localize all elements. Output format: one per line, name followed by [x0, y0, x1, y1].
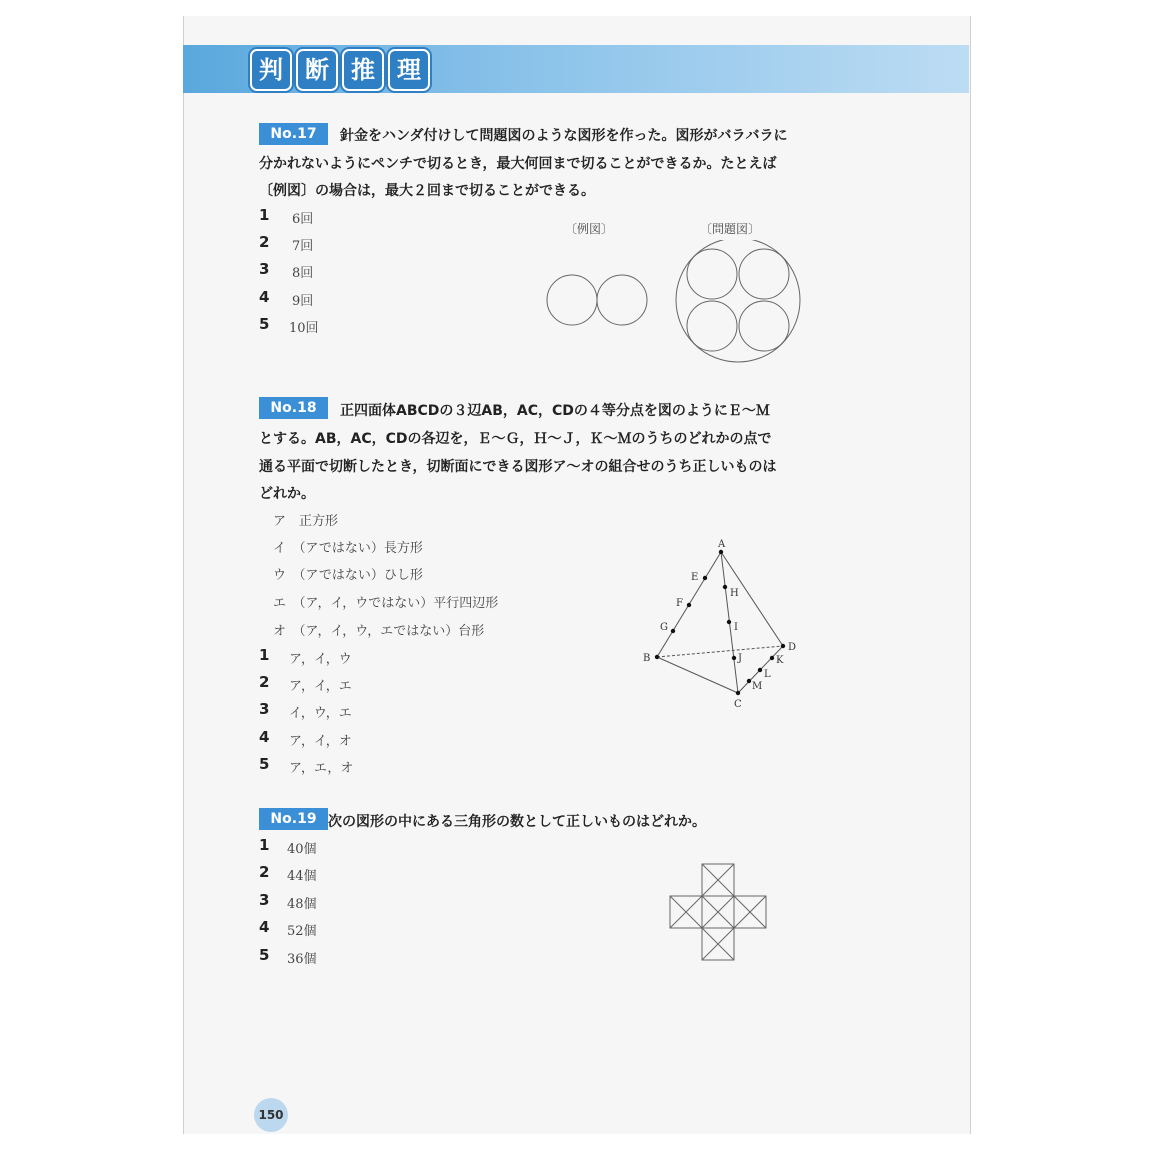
q19-option-num: 4 — [259, 918, 270, 936]
q18-item: イ （アではない）長方形 — [273, 541, 423, 556]
q17-option-num: 4 — [259, 288, 270, 306]
q19-option-text: 44個 — [287, 869, 317, 884]
q19-line: 次の図形の中にある三角形の数として正しいものはどれか。 — [328, 814, 706, 830]
label-j: J — [738, 653, 743, 664]
q17-option-num: 5 — [259, 315, 270, 333]
label-d: D — [788, 642, 797, 653]
point-k — [770, 656, 774, 660]
section-title — [250, 49, 430, 91]
label-m: M — [752, 681, 763, 692]
label-a: A — [718, 539, 726, 550]
q19-option-num: 1 — [259, 836, 270, 854]
q17-line: 〔例図〕の場合は，最大２回まで切ることができる。 — [259, 183, 595, 199]
q17-option-text: 9回 — [292, 294, 314, 309]
label-e: E — [691, 572, 699, 583]
q19-option-text: 52個 — [287, 924, 317, 939]
q17-line: 分かれないようにペンチで切るとき，最大何回まで切ることができるか。たとえば — [259, 156, 777, 172]
edge-bd-hidden — [657, 646, 783, 657]
problem-inner-circle — [739, 301, 789, 351]
title-char: 断 — [296, 49, 338, 91]
problem-figure-label: 〔問題図〕 — [700, 222, 761, 236]
example-figure — [547, 275, 647, 325]
point-d — [781, 644, 785, 648]
point-i — [727, 620, 731, 624]
q17-option-num: 1 — [259, 206, 270, 224]
point-l — [758, 668, 762, 672]
point-f — [687, 603, 691, 607]
label-f: F — [676, 598, 683, 609]
q18-option-text: ア，イ，ウ — [289, 652, 352, 667]
tetrahedron-figure — [630, 530, 820, 715]
label-k: K — [776, 655, 784, 666]
label-h: H — [730, 588, 739, 599]
label-g: G — [660, 622, 668, 633]
q17-option-text: 6回 — [292, 212, 314, 227]
q18-line: 正四面体ABCDの３辺AB，AC，CDの４等分点を図のようにＥ～Ｍ — [340, 403, 770, 419]
problem-inner-circle — [687, 249, 737, 299]
q18-option-text: ア，イ，オ — [289, 734, 352, 749]
q18-item: エ （ア，イ，ウではない）平行四辺形 — [273, 596, 499, 611]
point-j — [732, 656, 736, 660]
title-char: 判 — [250, 49, 292, 91]
point-m — [747, 679, 751, 683]
question-tag-18: No.18 — [259, 397, 328, 419]
point-b — [655, 655, 659, 659]
label-c: C — [734, 699, 742, 710]
point-g — [671, 629, 675, 633]
point-e — [703, 576, 707, 580]
q17-line: 針金をハンダ付けして問題図のような図形を作った。図形がバラバラに — [340, 128, 788, 144]
q17-option-text: 7回 — [292, 239, 314, 254]
q18-option-text: イ，ウ，エ — [289, 706, 352, 721]
q18-option-num: 1 — [259, 646, 270, 664]
cross-figure — [668, 862, 770, 964]
title-char: 推 — [342, 49, 384, 91]
q18-item: ア 正方形 — [273, 514, 339, 529]
q17-figures — [540, 240, 810, 365]
example-figure-label: 〔例図〕 — [565, 222, 614, 236]
title-char: 理 — [388, 49, 430, 91]
point-c — [736, 691, 740, 695]
example-circle-left — [547, 275, 597, 325]
q17-option-num: 3 — [259, 260, 270, 278]
q18-option-num: 2 — [259, 673, 270, 691]
q19-option-num: 2 — [259, 863, 270, 881]
edge-bc — [657, 657, 738, 693]
q19-option-num: 5 — [259, 946, 270, 964]
point-a — [719, 550, 723, 554]
q18-line: 通る平面で切断したとき，切断面にできる図形ア～オの組合せのうち正しいものは — [259, 459, 777, 475]
problem-inner-circle — [739, 249, 789, 299]
q19-option-num: 3 — [259, 891, 270, 909]
q19-option-text: 48個 — [287, 897, 317, 912]
label-b: B — [643, 653, 651, 664]
q17-option-text: 10回 — [289, 321, 319, 336]
question-tag-17: No.17 — [259, 123, 328, 145]
q18-item: ウ （アではない）ひし形 — [273, 568, 423, 583]
example-circle-right — [597, 275, 647, 325]
page-number: 150 — [254, 1098, 288, 1132]
q18-option-num: 3 — [259, 700, 270, 718]
q18-option-num: 5 — [259, 755, 270, 773]
q17-option-text: 8回 — [292, 266, 314, 281]
q18-option-text: ア，イ，エ — [289, 679, 352, 694]
problem-inner-circle — [687, 301, 737, 351]
q18-option-num: 4 — [259, 728, 270, 746]
label-l: L — [764, 669, 771, 680]
q18-line: どれか。 — [259, 486, 315, 502]
q19-option-text: 40個 — [287, 842, 317, 857]
problem-figure — [676, 240, 800, 362]
q19-option-text: 36個 — [287, 952, 317, 967]
question-tag-19: No.19 — [259, 808, 328, 830]
label-i: I — [734, 622, 738, 633]
q17-option-num: 2 — [259, 233, 270, 251]
q18-option-text: ア，エ，オ — [289, 761, 354, 776]
point-h — [723, 585, 727, 589]
q18-item: オ （ア，イ，ウ，エではない）台形 — [273, 624, 485, 639]
q18-line: とする。AB，AC，CDの各辺を，Ｅ～Ｇ，Ｈ～Ｊ，Ｋ～Ｍのうちのどれかの点で — [259, 431, 772, 447]
